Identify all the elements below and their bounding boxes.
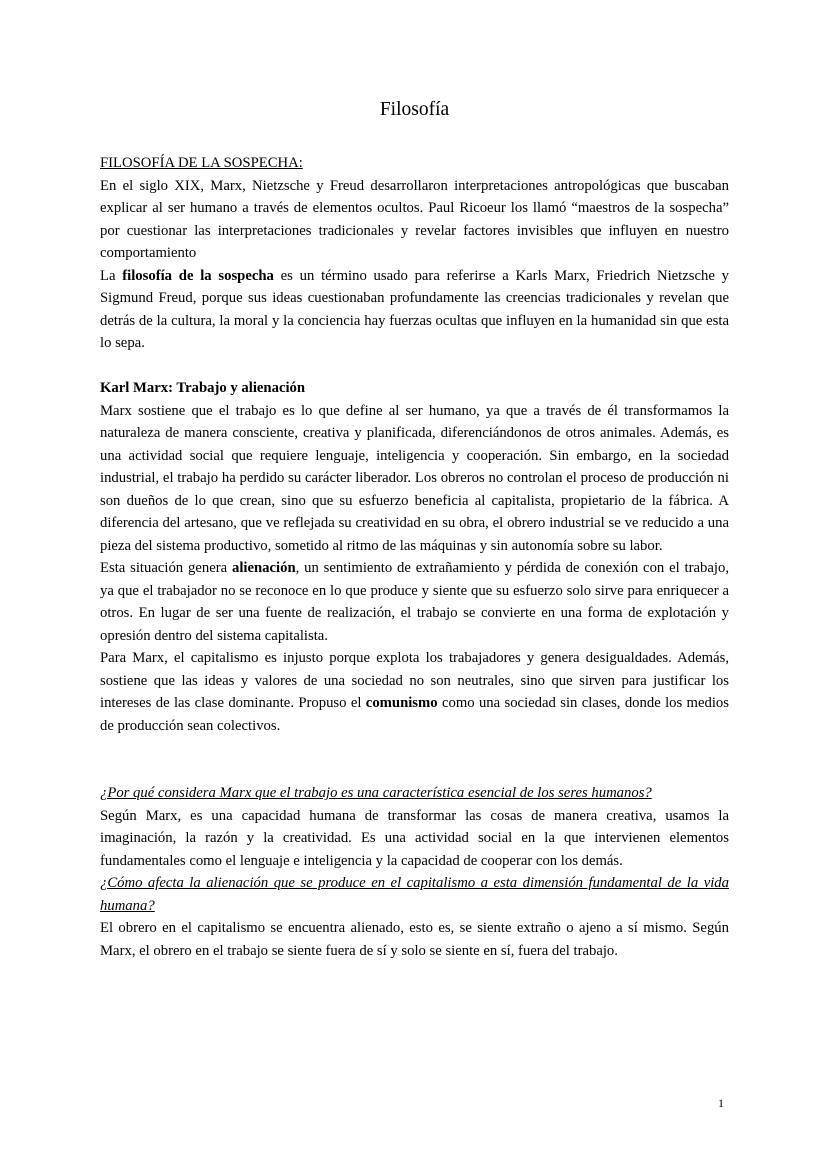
- answer-2: [100, 917, 729, 962]
- text-run: El obrero en el capitalismo se encuentra alienado, esto es, se siente extraño o ajeno a sí mismo. Según Marx, el obrero en el trabajo se siente fuera de sí y solo se siente en sí, fuera del trabajo.: [100, 920, 729, 959]
- paragraph-marx-work: [100, 400, 729, 558]
- paragraph-definition: [100, 265, 729, 355]
- spacer: [100, 760, 729, 783]
- page-number: 1: [718, 1096, 724, 1110]
- text-run: filosofía de la sospecha: [122, 267, 274, 284]
- text-run: Karl Marx: Trabajo y alienación: [100, 380, 306, 396]
- text-run: , un sentimiento de extrañamiento y pérdida de conexión con el trabajo, ya que el trabajador no se reconoce en lo que produce y siente que su esfuerzo solo sirve para enriquecer a otros. En lugar de ser una fuente de realización, el trabajo se convierte en una forma de explotación y opresión dentro del sistema capitalista.: [100, 560, 730, 644]
- paragraph-intro: [100, 175, 729, 265]
- text-run: comunismo: [365, 695, 438, 711]
- question-1: [100, 782, 729, 805]
- paragraph-alienation: [100, 557, 729, 647]
- paragraph-communism: [100, 647, 729, 737]
- text-run: ¿Cómo afecta la alienación que se produce en el capitalismo a esta dimensión fundamental de la vida humana?: [100, 875, 729, 914]
- spacer: [100, 355, 729, 378]
- heading-karl-marx: [100, 377, 729, 400]
- text-run: Marx sostiene que el trabajo es lo que define al ser humano, ya que a través de él transformamos la naturaleza de manera consciente, creativa y planificada, diferenciándonos de otros animales. Además, es una actividad social que requiere lenguaje, inteligencia y cooperación. Sin embargo, en la sociedad industrial, el trabajo ha perdido su carácter liberador. Los obreros no controlan el proceso de producción ni son dueños de lo que crean, sino que su esfuerzo beneficia al capitalista, propietario de la fábrica. A diferencia del artesano, que ve reflejada su creatividad en su obra, el obrero industrial se ve reducido a una pieza del sistema productivo, sometido al ritmo de las máquinas y sin autonomía sobre su labor.: [100, 402, 729, 554]
- document-title: Filosofía: [379, 99, 450, 120]
- text-run: En el siglo XIX, Marx, Nietzsche y Freud desarrollaron interpretaciones antropológicas que buscaban explicar al ser humano a través de elementos ocultos. Paul Ricoeur los llamó “maestros de la sospecha” por cuestionar las interpretaciones tradicionales y revelar factores invisibles que influyen en nuestro comportamiento: [100, 177, 729, 261]
- document-content: [100, 98, 729, 962]
- answer-1: [100, 805, 729, 873]
- section-heading: [100, 152, 729, 175]
- document-body: [100, 152, 729, 962]
- text-run: Según Marx, es una capacidad humana de transformar las cosas de manera creativa, usamos la imaginación, la razón y la creatividad. Es una actividad social en la que intervienen elementos fundamentales como el lenguaje e inteligencia y la capacidad de cooperar con los demás.: [100, 807, 729, 869]
- text-run: es un término usado para referirse a Karls Marx, Friedrich Nietzsche y Sigmund Freud, porque sus ideas cuestionaban profundamente las creencias tradicionales y revelan que detrás de la cultura, la moral y la conciencia hay fuerzas ocultas que influyen en la humanidad sin que esta lo sepa.: [100, 267, 729, 351]
- spacer: [100, 737, 729, 760]
- text-run: ¿Por qué considera Marx que el trabajo es una característica esencial de los seres humanos?: [100, 785, 652, 801]
- text-run: La: [100, 267, 123, 284]
- text-run: Esta situación genera: [100, 560, 232, 576]
- text-run: FILOSOFÍA DE LA SOSPECHA:: [100, 155, 303, 171]
- text-run: alienación: [231, 560, 296, 576]
- question-2: [100, 872, 729, 917]
- text-run: Para Marx, el capitalismo es injusto porque explota los trabajadores y genera desigualdades. Además, sostiene que las ideas y valores de una sociedad no son neutrales, sino que sirven para justificar los intereses de las clase dominante. Propuso el: [100, 650, 729, 711]
- text-run: como una sociedad sin clases, donde los medios de producción sean colectivos.: [100, 695, 729, 734]
